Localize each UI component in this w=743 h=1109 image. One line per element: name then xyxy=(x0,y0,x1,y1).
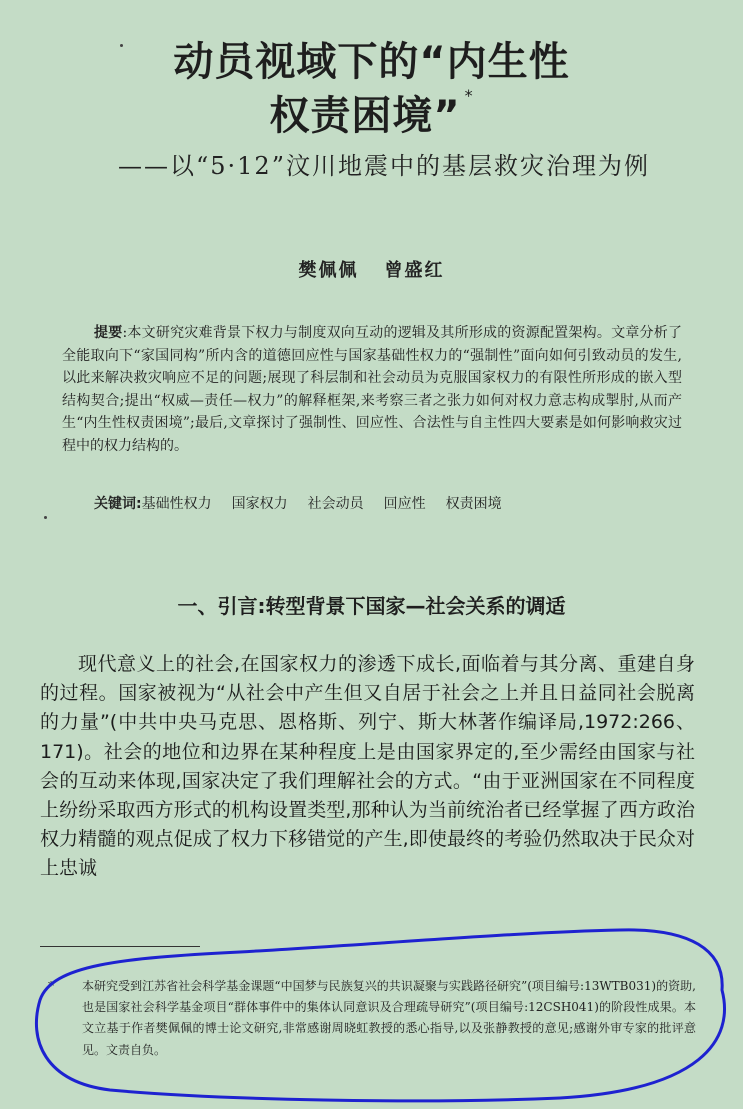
article-title-line2 xyxy=(0,84,743,141)
article-title-text: 权责困境” xyxy=(269,93,461,139)
body-paragraph: 现代意义上的社会,在国家权力的渗透下成长,面临着与其分离、重建自身的过程。国家被视为“从社会中产生但又自居于社会之上并且日益同社会脱离的力量”(中共中央马克思、恩格斯、列宁、斯大林著作编译局,1972:266、171)。社会的地位和边界在某种程度上是由国家界定的,至少需经由国家与社会的互动来体现,国家决定了我们理解社会的方式。“由于亚洲国家在不同程度上纷纷采取西方形式的机构设置类型,那种认为当前统治者已经掌握了西方政治权力精髓的观点促成了权力下移错觉的产生,即使最终的考验仍然取决于民众对上忠诚 xyxy=(40,653,695,880)
abstract-label: 提要 xyxy=(94,325,123,341)
keyword-item: 国家权力 xyxy=(231,496,288,512)
footnote-text: 本研究受到江苏省社会科学基金课题“中国梦与民族复兴的共识凝聚与实践路径研究”(项目编号:13WTB031)的资助,也是国家社会科学基金项目“群体事件中的集体认同意识及合理疏导研究”(项目编号:12CSH041)的阶段性成果。本文立基于作者樊佩佩的博士论文研究,非常感谢周晓虹教授的悉心指导,以及张静教授的意见;感谢外审专家的批评意见。文责自负。 xyxy=(82,979,696,1057)
author-name: 曾盛红 xyxy=(384,260,445,281)
footnote-separator xyxy=(40,946,200,947)
footnote-block xyxy=(48,976,696,1061)
abstract-text: :本文研究灾难背景下权力与制度双向互动的逻辑及其所形成的资源配置架构。文章分析了全能取向下“家国同构”所内含的道德回应性与国家基础性权力的“强制性”面向如何引致动员的发生,以此来解决救灾响应不足的问题;展现了科层制和社会动员为克服国家权力的有限性所形成的嵌入型结构契合;提出“权威—责任—权力”的解释框架,来考察三者之张力如何对权力意志构成掣肘,从而产生“内生性权责困境”;最后,文章探讨了强制性、回应性、合法性与自主性四大要素是如何影响救灾过程中的权力结构的。 xyxy=(62,325,682,454)
author-line xyxy=(0,256,743,282)
keyword-item: 权责困境 xyxy=(445,496,502,512)
section-heading: 一、引言:转型背景下国家—社会关系的调适 xyxy=(177,594,566,618)
article-title-line1: 动员视域下的“内生性 xyxy=(173,39,570,85)
article-subtitle: ——以“5·12”汶川地震中的基层救灾治理为例 xyxy=(118,152,650,180)
keywords-label: 关键词 xyxy=(94,496,136,512)
footnote-marker: * xyxy=(48,979,54,993)
keyword-item: 社会动员 xyxy=(307,496,364,512)
keyword-item: 基础性权力 xyxy=(141,496,212,512)
title-footnote-mark: * xyxy=(464,85,474,105)
speck-mark xyxy=(44,516,47,519)
keywords-block xyxy=(94,493,694,513)
abstract-block xyxy=(62,322,682,457)
keyword-item: 回应性 xyxy=(383,496,426,512)
keywords-colon: : xyxy=(136,496,142,512)
author-name: 樊佩佩 xyxy=(298,260,359,281)
